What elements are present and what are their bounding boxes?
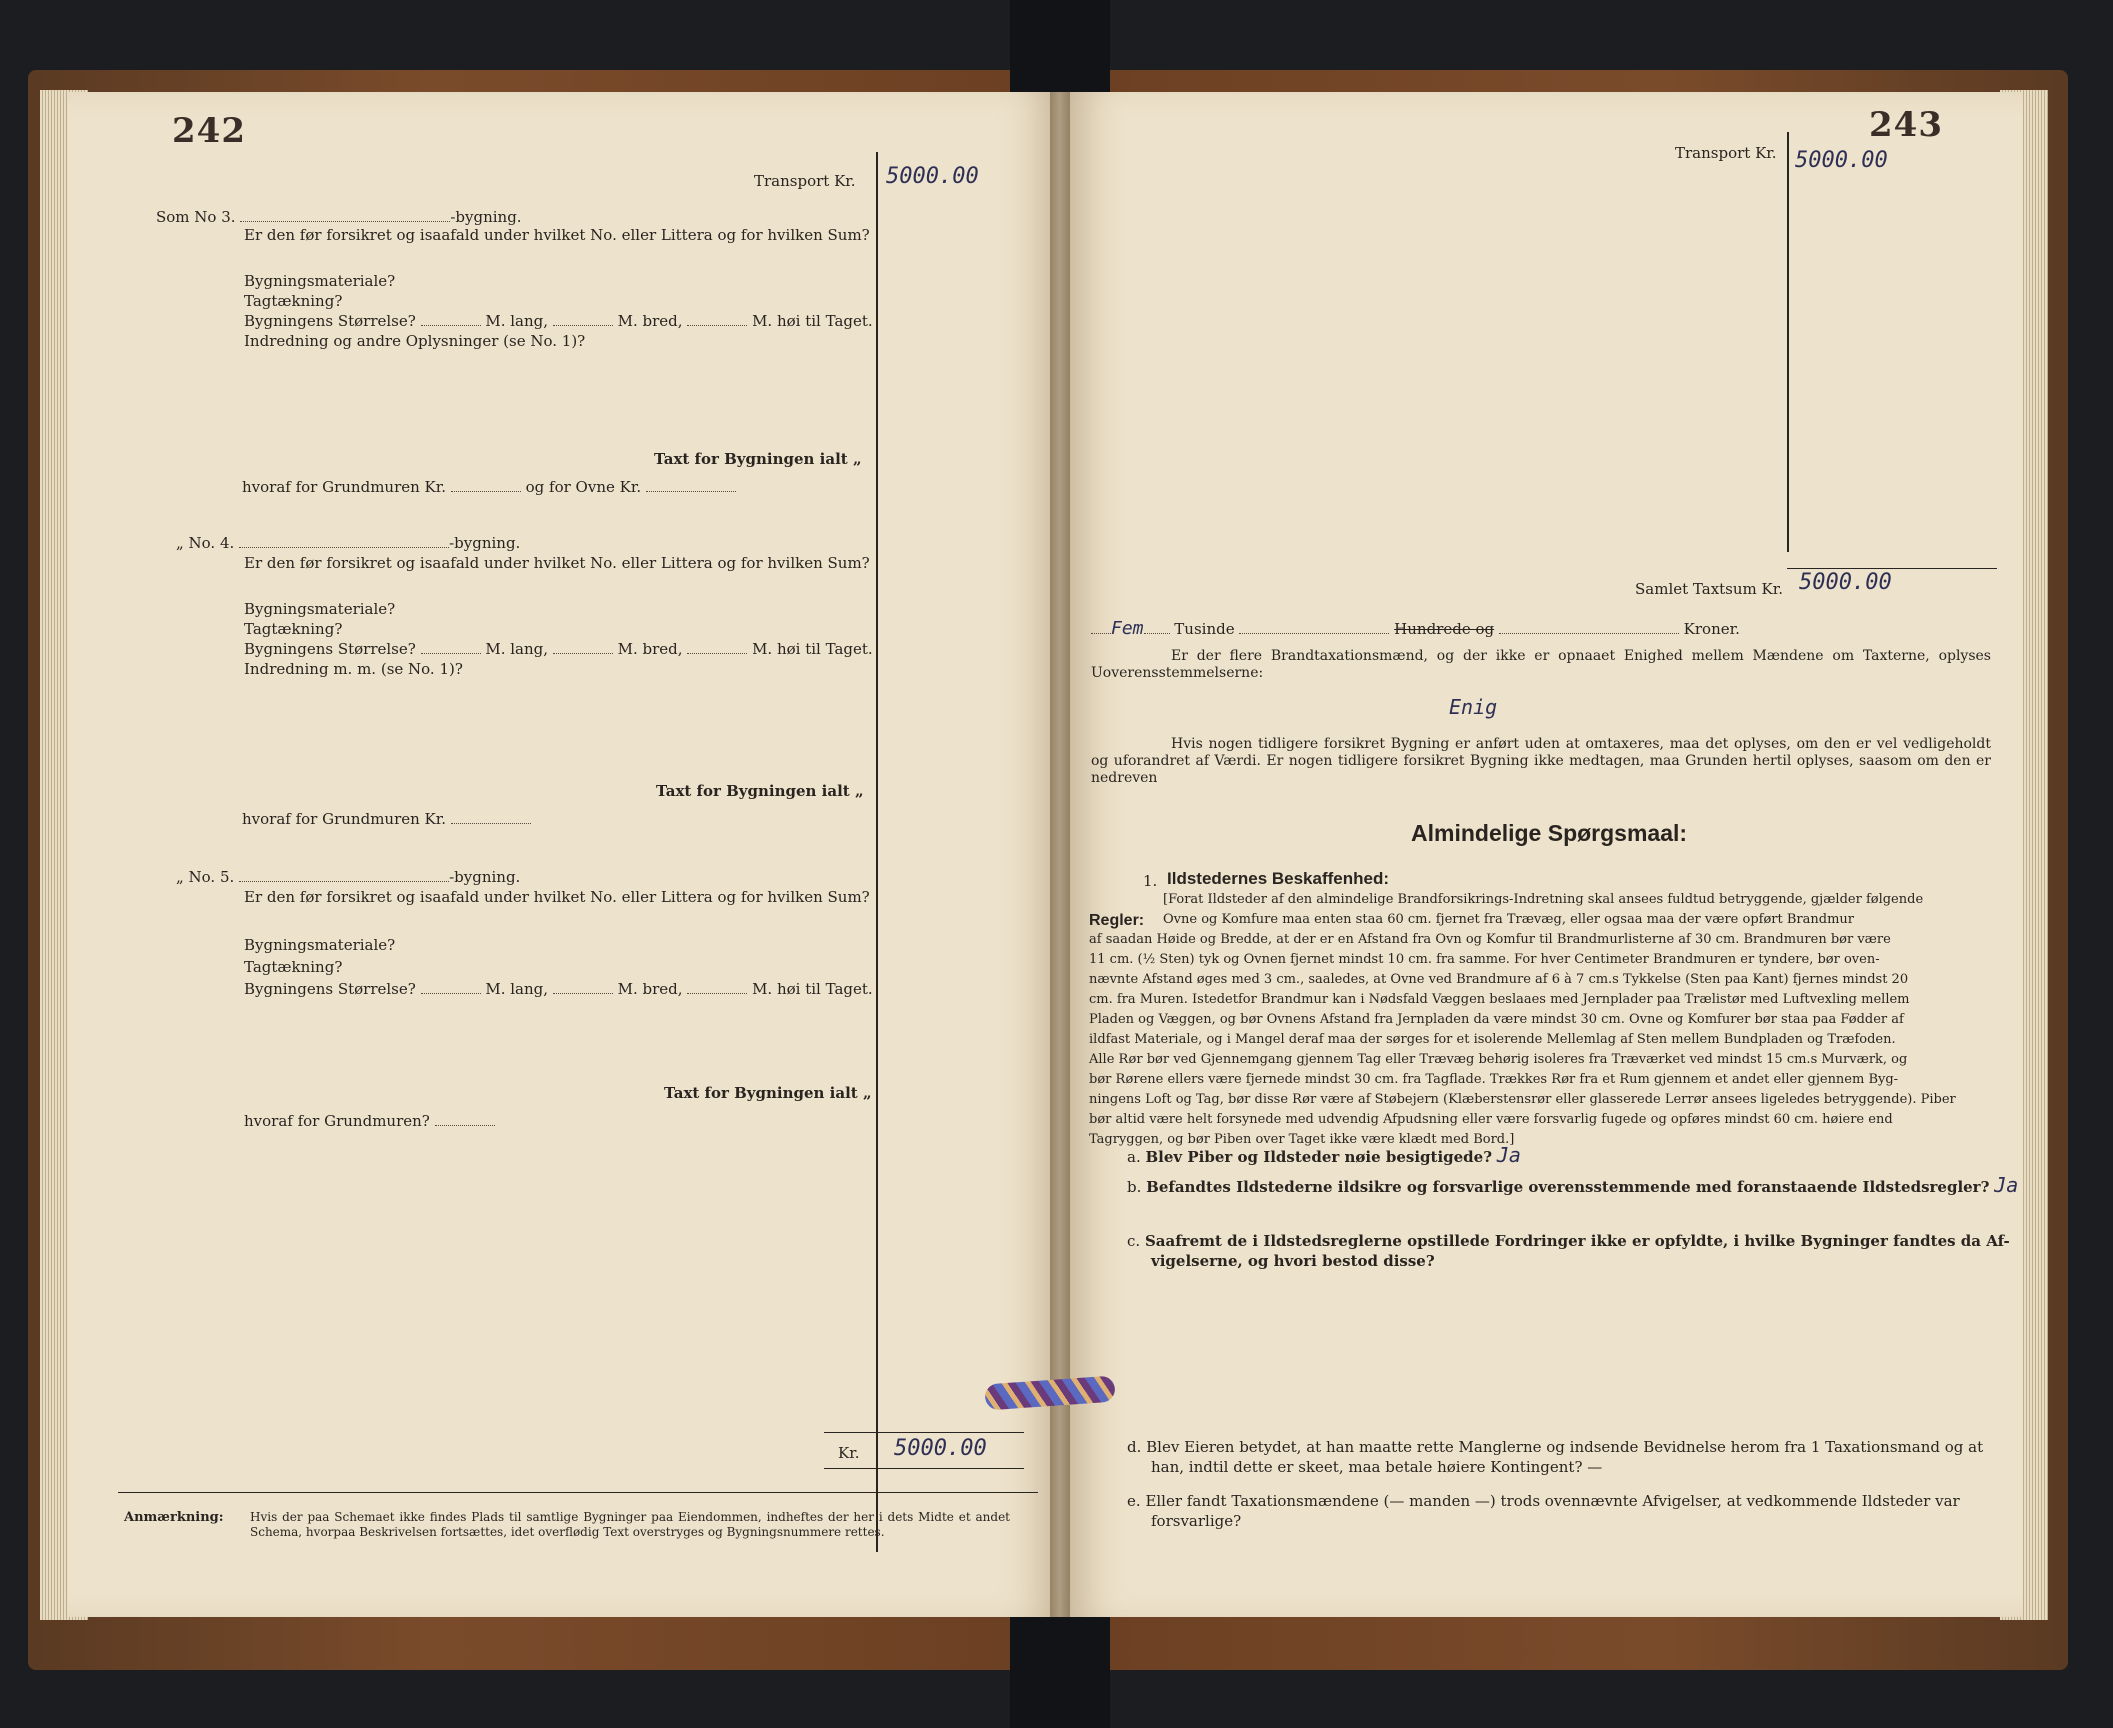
- subsection-heading: Ildstedernes Beskaffenhed:: [1167, 869, 1390, 888]
- foundation-label: hvoraf for Grundmuren Kr.: [242, 810, 447, 828]
- hundrede-label: Hundrede og: [1394, 620, 1495, 638]
- samlet-value: 5000.00: [1799, 570, 1892, 595]
- regler-line: af saadan Høide og Bredde, at der er en Afstand fra Ovn og Komfur til Brandmurlisterne af 30 cm. Brandmuren bør være: [1089, 932, 1891, 947]
- interior-question: Indredning m. m. (se No. 1)?: [244, 660, 463, 678]
- regler-line: cm. fra Muren. Istedetfor Brandmur kan i Nødsfald Væggen beslaaes med Jernplader paa Trælistør med Luftvexling mellem: [1089, 992, 1910, 1007]
- section-prefix: „ No.: [176, 534, 216, 552]
- height-label: M. høi til Taget.: [752, 640, 873, 658]
- regler-label: Regler:: [1089, 912, 1145, 929]
- note-label: Anmærkning:: [124, 1510, 224, 1525]
- fill-line: [240, 220, 450, 222]
- kroner-label: Kroner.: [1683, 620, 1740, 638]
- stoves-label: og for Ovne Kr.: [525, 478, 642, 496]
- fill-line: [421, 652, 481, 654]
- total-top-rule: [824, 1432, 1024, 1433]
- foundation-label: hvoraf for Grundmuren?: [244, 1112, 430, 1130]
- page-number-right: 243: [1869, 105, 1943, 145]
- regler-line: Alle Rør bør ved Gjennemgang gjennem Tag eller Trævæg behørig isoleres fra Træværket ved mindst 15 cm.s Murværk, og: [1089, 1052, 1908, 1067]
- fill-line: [553, 324, 613, 326]
- question-label: d.: [1127, 1438, 1142, 1456]
- right-page: [1063, 92, 2023, 1617]
- regler-line: nævnte Afstand øges med 3 cm., saaledes, at Ovne ved Brandmure af 6 à 7 cm.s Tykkelse (Sten paa Kant) fjernes mindst 20: [1089, 972, 1909, 987]
- question-b: [1127, 1173, 2019, 1197]
- regler-line: Pladen og Væggen, og bør Ovnens Afstand fra Jernpladen da være mindst 30 cm. Ovne og Komfurer bør staa paa Fødder af: [1089, 1012, 1904, 1027]
- section-number: 4.: [219, 534, 235, 552]
- ditto-mark: „: [862, 1084, 872, 1102]
- fill-line: [1144, 632, 1170, 634]
- disagreement-text: Er der flere Brandtaxationsmænd, og der ikke er opnaaet Enighed mellem Mændene om Taxterne, oplyses Uoverensstemmelserne:: [1091, 648, 1991, 681]
- insured-question: Er den før forsikret og isaafald under hvilket No. eller Littera og for hvilken Sum?: [244, 554, 870, 572]
- question-label: e.: [1127, 1492, 1141, 1510]
- width-label: M. bred,: [617, 980, 683, 998]
- insured-question: Er den før forsikret og isaafald under hvilket No. eller Littera og for hvilken Sum?: [244, 226, 870, 244]
- fill-line: [239, 880, 449, 882]
- question-label: c.: [1127, 1232, 1141, 1250]
- regler-line: bør Rørene ellers være fjernede mindst 30 cm. fra Tagflade. Trækkes Rør fra et Rum gjennem et andet eller gjennem Byg-: [1089, 1072, 1899, 1087]
- regler-line: [Forat Ildsteder af den almindelige Brandforsikrings-Indretning skal ansees fuldtud betryggende, gjælder følgende: [1163, 892, 1924, 907]
- ditto-mark: „: [854, 782, 864, 800]
- roof-question: Tagtækning?: [244, 620, 343, 638]
- note-text: Hvis der paa Schemaet ikke findes Plads til samtlige Bygninger paa Eiendommen, indheftes der her i dets Midte et andet Schema, hvorpaa Beskrivelsen fortsættes, idet overflødig Text overstryges og Bygningsnummere rettes.: [250, 1510, 1010, 1539]
- fill-line: [687, 324, 747, 326]
- roof-question: Tagtækning?: [244, 292, 343, 310]
- height-label: M. høi til Taget.: [752, 980, 873, 998]
- amount-column-rule-left: [876, 152, 878, 1552]
- question-text: Saafremt de i Ildstedsreglerne opstillede Fordringer ikke er opfyldte, i hvilke Bygninger fandtes da Af-: [1144, 1232, 2010, 1250]
- question-answer: Ja: [1496, 1143, 1521, 1167]
- material-question: Bygningsmateriale?: [244, 936, 396, 954]
- bygning-label: -bygning.: [450, 208, 522, 226]
- question-text: Blev Piber og Ildsteder nøie besigtigede?: [1145, 1148, 1493, 1166]
- material-question: Bygningsmateriale?: [244, 600, 396, 618]
- fill-line: [451, 490, 521, 492]
- fill-line: [553, 992, 613, 994]
- question-text: Eller fandt Taxationsmændene (— manden —) trods ovennævnte Afvigelser, at vedkommende Ildsteder var: [1145, 1492, 1960, 1510]
- question-e: [1127, 1492, 1960, 1510]
- fill-line: [553, 652, 613, 654]
- regler-line: 11 cm. (½ Sten) tyk og Ovnen fjernet mindst 10 cm. fra samme. For hver Centimeter Brandmuren er tyndere, bør oven-: [1089, 952, 1880, 967]
- regler-line: bør altid være helt forsynede med udvendig Afpudsning eller være forsvarlig fugede og opføres mindst 60 cm. høiere end: [1089, 1112, 1893, 1127]
- width-label: M. bred,: [617, 640, 683, 658]
- length-label: M. lang,: [485, 980, 549, 998]
- taxt-label: Taxt for Bygningen ialt: [654, 450, 848, 468]
- length-label: M. lang,: [485, 640, 549, 658]
- transport-label-left: Transport Kr.: [754, 172, 856, 190]
- fill-line: [435, 1124, 495, 1126]
- amount-in-words-line: [1091, 620, 1740, 638]
- question-a: [1127, 1143, 1521, 1167]
- fill-line: [687, 992, 747, 994]
- samlet-label: Samlet Taxtsum Kr.: [1635, 580, 1784, 598]
- bygning-label: -bygning.: [449, 534, 521, 552]
- foundation-label: hvoraf for Grundmuren Kr.: [242, 478, 447, 496]
- section-number: 5.: [219, 868, 235, 886]
- fill-line: [646, 490, 736, 492]
- total-bottom-rule: [824, 1468, 1024, 1469]
- question-d-cont: han, indtil dette er skeet, maa betale høiere Kontingent? —: [1151, 1458, 1603, 1476]
- note-rule: [118, 1492, 1038, 1493]
- amount-words-hand: Fem: [1111, 618, 1144, 639]
- width-label: M. bred,: [617, 312, 683, 330]
- interior-question: Indredning og andre Oplysninger (se No. 1)?: [244, 332, 586, 350]
- insured-question: Er den før forsikret og isaafald under hvilket No. eller Littera og for hvilken Sum?: [244, 888, 870, 906]
- section-prefix: Som No: [156, 208, 217, 226]
- regler-line: Tagryggen, og bør Piben over Taget ikke være klædt med Bord.]: [1089, 1132, 1515, 1147]
- size-question: Bygningens Størrelse?: [244, 312, 416, 330]
- fill-line: [1239, 632, 1389, 634]
- question-d: [1127, 1438, 1983, 1456]
- samlet-rule: [1787, 568, 1997, 569]
- transport-value-right: 5000.00: [1795, 148, 1888, 173]
- fill-line: [239, 546, 449, 548]
- bygning-label: -bygning.: [449, 868, 521, 886]
- subsection-number: 1.: [1143, 872, 1158, 890]
- fill-line: [687, 652, 747, 654]
- size-question: Bygningens Størrelse?: [244, 640, 416, 658]
- regler-line: ildfast Materiale, og i Mangel deraf maa der sørges for et isolerende Mellemlag af Sten mellem Bundpladen og Træfoden.: [1089, 1032, 1896, 1047]
- length-label: M. lang,: [485, 312, 549, 330]
- height-label: M. høi til Taget.: [752, 312, 873, 330]
- question-text: Blev Eieren betydet, at han maatte rette Manglerne og indsende Bevidnelse herom fra 1 Taxationsmand og at: [1146, 1438, 1984, 1456]
- question-label: b.: [1127, 1178, 1142, 1196]
- roof-question: Tagtækning?: [244, 958, 343, 976]
- question-c: [1127, 1232, 2010, 1250]
- fill-line: [421, 992, 481, 994]
- transport-label-right: Transport Kr.: [1675, 144, 1777, 162]
- page-number-left: 242: [172, 111, 246, 151]
- transport-value-left: 5000.00: [886, 164, 979, 189]
- regler-line: Ovne og Komfure maa enten staa 60 cm. fjernet fra Trævæg, eller ogsaa maa der være opført Brandmur: [1163, 912, 1854, 927]
- question-answer: Ja: [1994, 1173, 2019, 1197]
- section-prefix: „ No.: [176, 868, 216, 886]
- question-label: a.: [1127, 1148, 1141, 1166]
- question-text: Befandtes Ildstederne ildsikre og forsvarlige overensstemmende med foranstaaende Ildstedsregler?: [1146, 1178, 1990, 1196]
- fill-line: [1091, 632, 1111, 634]
- ditto-mark: „: [852, 450, 862, 468]
- section-heading: Almindelige Spørgsmaal:: [1411, 820, 1688, 846]
- total-value-left: 5000.00: [894, 1436, 987, 1461]
- taxt-label: Taxt for Bygningen ialt: [656, 782, 850, 800]
- total-label-left: Kr.: [838, 1444, 860, 1462]
- fill-line: [451, 822, 531, 824]
- amount-column-rule-right: [1787, 132, 1789, 552]
- size-question: Bygningens Størrelse?: [244, 980, 416, 998]
- material-question: Bygningsmateriale?: [244, 272, 396, 290]
- fill-line: [421, 324, 481, 326]
- disagreement-answer: Enig: [1449, 695, 1498, 719]
- regler-line: ningens Loft og Tag, bør disse Rør være af Støbejern (Klæberstensrør eller glasserede Lerrør ansees ligeledes betryggende). Piber: [1089, 1092, 1956, 1107]
- previous-buildings-text: Hvis nogen tidligere forsikret Bygning er anført uden at omtaxeres, maa det oplyses, om den er vel vedligeholdt og uforandret af Værdi. Er nogen tidligere forsikret Bygning ikke medtagen, maa Grunden hertil oplyses, saasom om den er nedreven: [1091, 736, 1991, 786]
- fill-line: [1499, 632, 1679, 634]
- question-e-cont: forsvarlige?: [1151, 1512, 1242, 1530]
- section-number: 3.: [221, 208, 236, 226]
- taxt-label: Taxt for Bygningen ialt: [664, 1084, 858, 1102]
- left-page: [68, 92, 1063, 1617]
- tusinde-label: Tusinde: [1174, 620, 1235, 638]
- question-c-cont: vigelserne, og hvori bestod disse?: [1151, 1252, 1435, 1270]
